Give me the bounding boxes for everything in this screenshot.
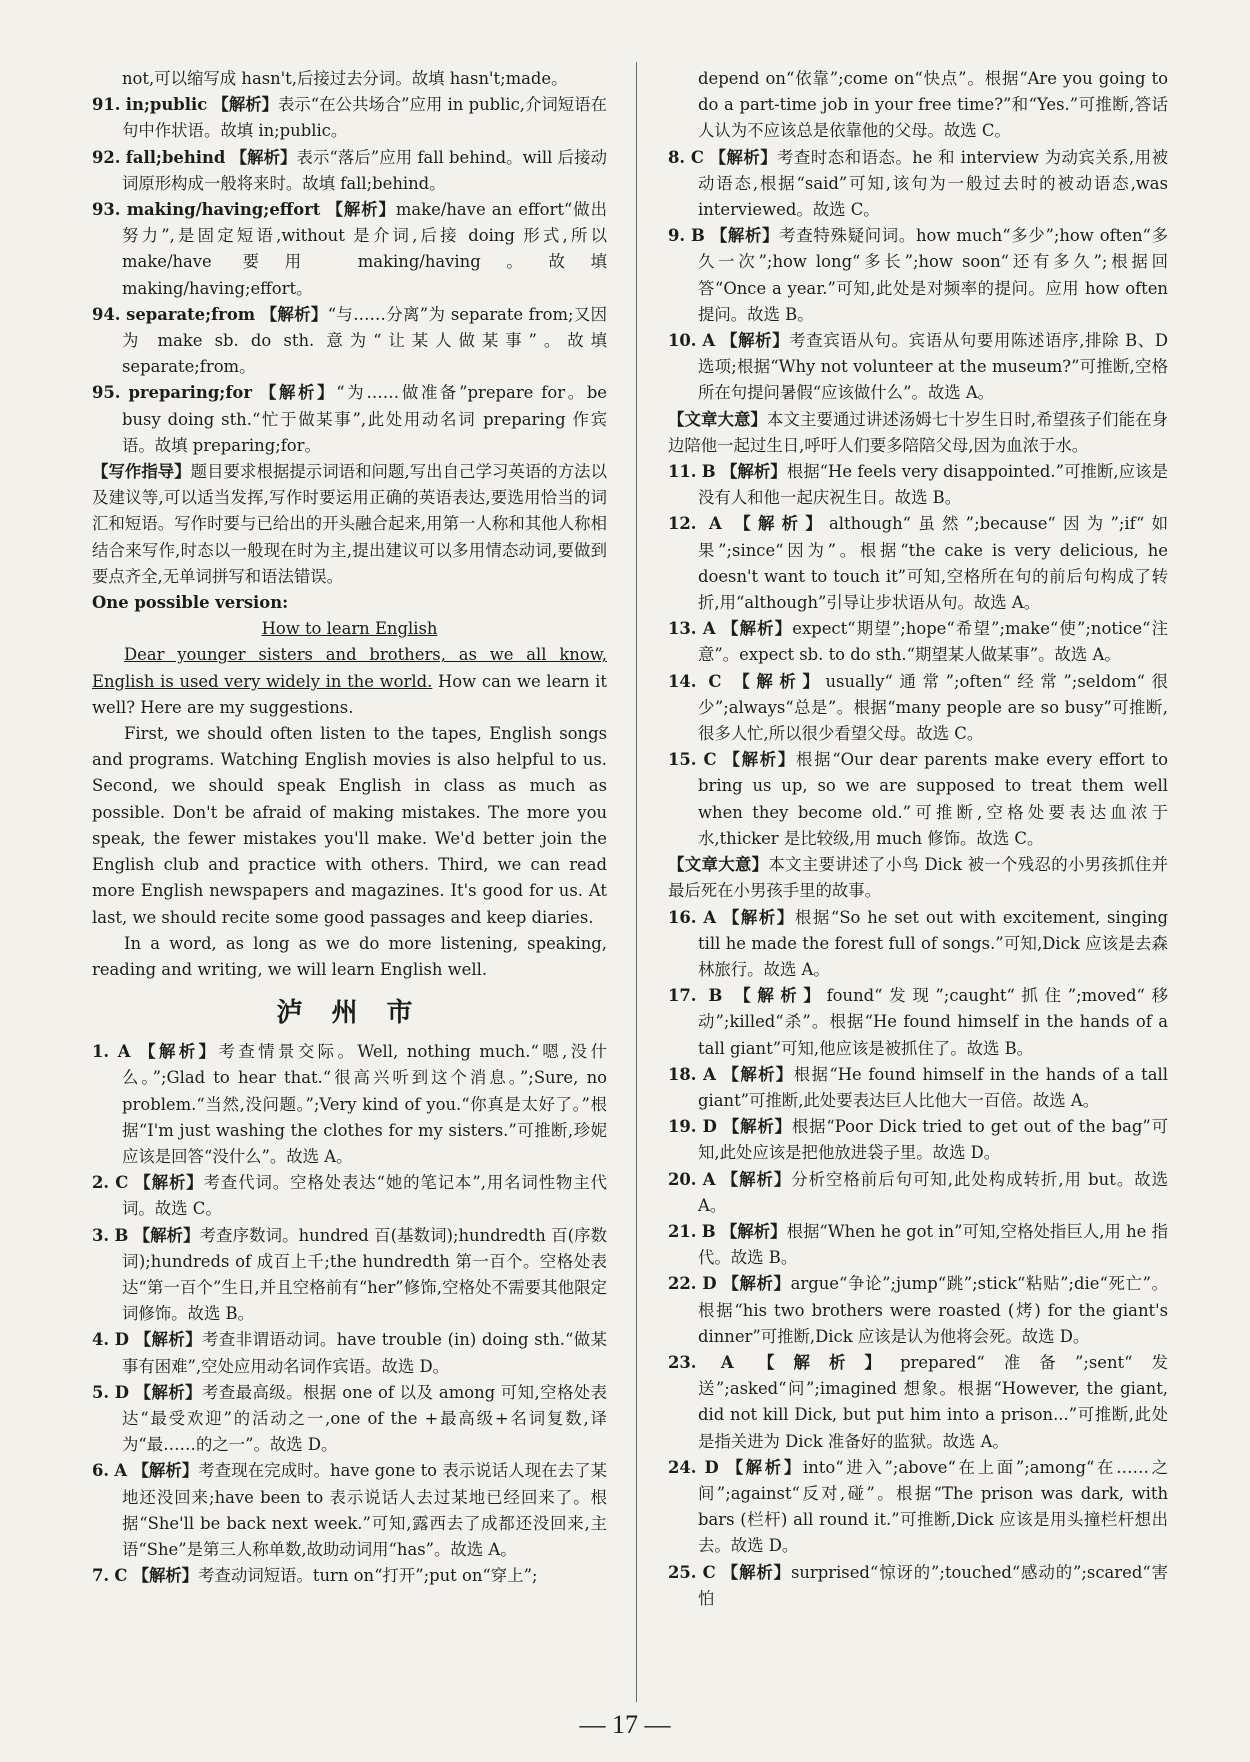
answer-choice: A [703,1064,716,1084]
analysis-text: expect“期望”;hope“希望”;make“使”;notice“注意”。expect sb. to do sth.“期望某人做某事”。故选 A。 [698,619,1169,665]
right-column [668,66,1168,1612]
right-answer-list-3 [668,905,1168,1612]
answer-number: 93. [92,200,121,220]
answer-item [668,1455,1168,1560]
analysis-tag: 【解析】 [709,147,778,167]
analysis-tag: 【解析】 [134,1382,202,1402]
analysis-text: 考查情景交际。Well, nothing much.“嗯,没什么。”;Glad to hear that.“很高兴听到这个消息。”;Sure, no problem.“当然,没问题。”;Very kind of you.“你真是太好了。”根据“I'm just washing the clothes for my sisters.”可推断,珍妮应该是回答“没什么”。故选 A。 [122,1042,607,1166]
answer-item [668,1114,1168,1166]
analysis-text: prepared“准备”;sent“发送”;asked“问”;imagined 想象。根据“However, the giant, did not kill Dick, but put him into a prison...”可推断,此处是指关进为 Dick 准备好的监狱。故选 A。 [698,1352,1169,1451]
analysis-tag: 【解析】 [132,1566,199,1586]
analysis-text: 根据“He found himself in the hands of a tall giant”可推断,此处要表达巨人比他大一百倍。故选 A。 [698,1064,1169,1110]
analysis-text: 根据“So he set out with excitement, singing till he made the forest full of songs.”可知,Dick 应该是去森林旅行。故选 A。 [698,907,1168,979]
continued-text: not,可以缩写成 hasn't,后接过去分词。故填 hasn't;made。 [122,69,568,88]
answer-number: 92. [92,147,121,167]
answer-choice: in;public [125,95,208,115]
answer-choice: D [114,1330,130,1350]
analysis-text: 考查非谓语动词。have trouble (in) doing sth.“做某事有困难”,空处应用动名词作宾语。故选 D。 [122,1330,608,1376]
answer-number: 9. [668,226,686,246]
summary-tag: 【文章大意】 [668,855,769,875]
answer-choice: C [708,671,722,691]
answer-number: 15. [668,750,697,770]
analysis-tag: 【解析】 [134,1173,204,1193]
analysis-tag: 【解析】 [720,1221,787,1241]
answer-number: 19. [668,1117,697,1137]
left-answer-list [92,92,607,459]
answer-choice: C [690,147,704,167]
answer-item [668,145,1168,224]
answer-number: 2. [92,1173,110,1193]
analysis-text: 考查时态和语态。he 和 interview 为动宾关系,用被动语态,根据“said”可知,该句为一般过去时的被动语态,was interviewed。故选 C。 [698,147,1169,220]
analysis-tag: 【解析】 [139,1042,219,1062]
analysis-tag: 【解析】 [722,907,795,927]
answer-number: 8. [668,147,686,167]
answer-choice: separate;from [126,304,256,324]
analysis-tag: 【解析】 [326,200,396,220]
analysis-text: surprised“惊讶的”;touched“感动的”;scared“害怕 [698,1562,1168,1608]
answer-choice: A [117,1042,131,1062]
summary-text: 本文主要通过讲述汤姆七十岁生日时,希望孩子们能在身边陪他一起过生日,呼吁人们要多陪陪父母,因为血浓于水。 [668,409,1169,455]
answer-number: 4. [92,1330,110,1350]
answer-item [92,1380,607,1459]
answer-choice: B [701,462,716,482]
answer-item [92,1458,607,1563]
answer-item [92,1327,607,1379]
answer-choice: C [702,1562,716,1582]
analysis-tag: 【解析】 [710,226,780,246]
analysis-tag: 【解析】 [757,1352,901,1372]
answer-choice: D [704,1457,719,1477]
analysis-text: 考查代词。空格处表达“她的笔记本”,用名词性物主代词。故选 C。 [122,1173,608,1219]
essay-paragraph-1 [92,642,607,721]
answer-choice: A [720,1352,734,1372]
answer-number: 22. [668,1274,697,1294]
writing-guide-text: 题目要求根据提示词语和问题,写出自己学习英语的方法以及建议等,可以适当发挥,写作时要运用正确的英语表达,要选用恰当的词汇和短语。写作时要与已给出的开头融合起来,用第一人称和其他人称相结合来写作,时态以一般现在时为主,提出建议可以多用情态动词,要做到要点齐全,无单词拼写和语法错误。 [92,462,607,586]
essay-paragraph-3: In a word, as long as we do more listening, speaking, reading and writing, we will learn English well. [92,933,607,979]
city-answer-list [92,1039,607,1589]
answer-choice: A [702,1169,716,1189]
column-divider [636,62,637,1702]
analysis-text: 考查动词短语。turn on“打开”;put on“穿上”; [198,1566,538,1586]
analysis-tag: 【解析】 [721,1562,791,1582]
page-number: — 17 — [579,1710,671,1739]
answer-number: 1. [92,1042,110,1062]
answer-choice: A [702,331,716,351]
answer-item [92,1223,607,1328]
analysis-text: argue“争论”;jump“跳”;stick“粘贴”;die“死亡”。根据“his two brothers were roasted (烤) for the giant's dinner”可推断,Dick 应该是认为他将会死。故选 D。 [698,1274,1169,1346]
answer-number: 7. [92,1566,110,1586]
analysis-text: into“进入”;above“在上面”;among“在……之间”;against“反对,碰”。根据“The prison was dark, with bars (栏杆) all round it.”可推断,Dick 应该是用头撞栏杆想出去。故选 D。 [698,1457,1168,1556]
answer-item [92,197,607,302]
right-answer-list-2 [668,459,1168,852]
essay-label: One possible version: [92,593,289,613]
answer-item [668,1560,1168,1612]
analysis-tag: 【解析】 [722,619,793,639]
writing-guide-tag: 【写作指导】 [92,462,191,482]
analysis-text: found“发现”;caught“抓住”;moved“移动”;killed“杀”。根据“He found himself in the hands of a tall giant”可知,他应该是被抓住了。故选 B。 [698,986,1168,1058]
answer-choice: B [114,1225,129,1245]
analysis-text: usually“通常”;often“经常”;seldom“很少”;always“总是”。根据“many people are so busy”可推断,很多人忙,所以很少看望父母。故选 C。 [698,671,1169,744]
answer-choice: A [702,619,716,639]
answer-number: 6. [92,1461,110,1481]
answer-number: 91. [92,95,121,115]
answer-number: 12. [668,514,697,534]
article-summary-1 [668,407,1168,459]
analysis-text: 考查最高级。根据 one of 以及 among 可知,空格处表达“最受欢迎”的活动之一,one of the +最高级+名词复数,译为“最……的之一”。故选 D。 [122,1382,607,1455]
analysis-text: 根据“Our dear parents make every effort to bring us up, so we are supposed to treat them well when they become old.”可推断,空格处要表达血浓于水,thicker 是比较级,用 much 修饰。故选 C。 [698,750,1169,848]
answer-number: 94. [92,304,121,324]
summary-tag: 【文章大意】 [668,409,767,429]
answer-number: 13. [668,619,697,639]
answer-choice: C [115,1173,129,1193]
answer-choice: A [114,1461,128,1481]
answer-item [92,1039,607,1170]
answer-item [668,1062,1168,1114]
analysis-text: “为……做准备”prepare for。be busy doing sth.“忙于做某事”,此处用动名词 preparing 作宾语。故填 preparing;for。 [122,383,608,455]
answer-choice: B [701,1221,716,1241]
article-summary-2 [668,852,1168,904]
answer-item [668,747,1168,852]
answer-item [92,1170,607,1222]
answer-item [668,1167,1168,1219]
analysis-text: 根据“Poor Dick tried to get out of the bag”可知,此处应该是把他放进袋子里。故选 D。 [698,1117,1168,1163]
writing-guide [92,459,607,590]
answer-number: 14. [668,671,697,691]
analysis-tag: 【解析】 [734,986,827,1006]
answer-item [668,1271,1168,1350]
analysis-text: 考查特殊疑问词。how much“多少”;how often“多久一次”;how long“多长”;how soon“还有多久”;根据回答“Once a year.”可知,此处是对频率的提问。应用 how often 提问。故选 B。 [698,226,1168,324]
essay-paragraph-2: First, we should often listen to the tapes, English songs and programs. Watching English movies is also helpful to us. Second, we should speak English in class as much as possible. Don't be afraid of making mistakes. The more you speak, the fewer mistakes you'll make. We'd better join the English club and practice with others. Third, we can read more English newspapers and magazines. It's good for us. At last, we should recite some good passages and keep diaries. [92,724,607,927]
answer-choice: A [709,514,722,534]
analysis-text: 表示“落后”应用 fall behind。will 后接动词原形构成一般将来时。故填 fall;behind。 [122,147,607,193]
analysis-text: 根据“He feels very disappointed.”可推断,应该是没有人和他一起庆祝生日。故选 B。 [698,462,1168,508]
answer-item [668,459,1168,511]
answer-choice: making/having;effort [126,200,321,220]
answer-item [92,302,607,381]
answer-item [92,92,607,144]
analysis-tag: 【解析】 [726,1457,803,1477]
summary-text: 本文主要讲述了小鸟 Dick 被一个残忍的小男孩抓住并最后死在小男孩手里的故事。 [668,855,1168,901]
analysis-tag: 【解析】 [723,750,796,770]
analysis-tag: 【解析】 [212,95,279,115]
analysis-tag: 【解析】 [132,1461,199,1481]
answer-item [92,380,607,459]
analysis-text: 考查宾语从句。宾语从句要用陈述语序,排除 B、D 选项;根据“Why not volunteer at the museum?”可推断,空格所在句提问暑假“应该做什么”。故选 A。 [698,331,1169,403]
analysis-text: 考查现在完成时。have gone to 表示说话人现在去了某地还没回来;have been to 表示说话人去过某地已经回来了。根据“She'll be back next week.”可知,露西去了成都还没回来,主语“She”是第三人称单数,故助动词用“has”。故选 A。 [122,1461,607,1559]
answer-number: 25. [668,1562,697,1582]
answer-number: 23. [668,1352,697,1372]
analysis-text: 根据“When he got in”可知,空格处指巨人,用 he 指代。故选 B。 [698,1221,1168,1268]
answer-choice: D [114,1382,129,1402]
city-heading: 泸 州 市 [276,998,423,1029]
analysis-tag: 【解析】 [260,304,328,324]
analysis-text: “与……分离”为 separate from;又因为 make sb. do sth. 意为“让某人做某事”。故填 separate;from。 [122,304,608,377]
answer-choice: preparing;for [128,383,252,403]
answer-number: 3. [92,1225,110,1245]
answer-number: 5. [92,1382,110,1402]
answer-number: 16. [668,907,697,927]
answer-choice: C [114,1566,128,1586]
analysis-tag: 【解析】 [259,383,337,403]
analysis-text: although“虽然”;because“因为”;if“如果”;since“因为”。根据“the cake is very delicious, he doesn't want to touch it”可知,空格所在句的前后句构成了转折,用“although”引导让步状语从句。故选 A。 [698,514,1169,613]
analysis-tag: 【解析】 [230,147,297,167]
answer-item [668,983,1168,1062]
answer-item [668,328,1168,407]
answer-item [668,511,1168,616]
answer-number: 10. [668,331,697,351]
answer-number: 21. [668,1221,697,1241]
analysis-text: 分析空格前后句可知,此处构成转折,用 but。故选 A。 [698,1169,1168,1215]
answer-number: 95. [92,383,121,403]
analysis-tag: 【解析】 [720,462,787,482]
answer-number: 24. [668,1457,697,1477]
answer-item [668,223,1168,328]
analysis-tag: 【解析】 [133,1225,200,1245]
answer-item [92,1563,607,1589]
analysis-text: 表示“在公共场合”应用 in public,介词短语在句中作状语。故填 in;public。 [122,95,607,141]
essay-underlined-opening: Dear younger sisters and brothers, as we all know, English is used very widely in the world. [92,645,607,691]
right-answer-list-1 [668,145,1168,407]
answer-choice: D [702,1117,717,1137]
analysis-tag: 【解析】 [734,514,830,534]
analysis-tag: 【解析】 [721,1169,792,1189]
answer-item [92,145,607,197]
essay-paragraph-1-rest: How can we learn it well? Here are my suggestions. [92,671,607,717]
analysis-tag: 【解析】 [721,331,790,351]
analysis-tag: 【解析】 [722,1117,792,1137]
answer-choice: C [703,750,717,770]
answer-item [668,1219,1168,1271]
answer-number: 11. [668,462,697,482]
continued-text-right: depend on“依靠”;come on“快点”。根据“Are you going to do a part-time job in your free time?”和“Yes.”可推断,答话人认为不应该总是依靠他的父母。故选 C。 [698,69,1168,141]
analysis-tag: 【解析】 [722,1274,791,1294]
analysis-tag: 【解析】 [134,1330,203,1350]
answer-number: 20. [668,1169,697,1189]
answer-number: 18. [668,1064,697,1084]
answer-choice: B [691,226,705,246]
answer-item [668,616,1168,668]
analysis-tag: 【解析】 [722,1064,794,1084]
left-column [92,66,607,1589]
analysis-text: make/have an effort“做出努力”,是固定短语,without 是介词,后接 doing 形式,所以 make/have 要用 making/having。故填 making/having;effort。 [122,200,607,298]
analysis-tag: 【解析】 [733,671,826,691]
answer-choice: A [703,907,717,927]
answer-item [668,669,1168,748]
essay-title: How to learn English [261,619,438,639]
answer-number: 17. [668,986,697,1006]
answer-choice: fall;behind [125,147,226,167]
answer-item [668,905,1168,984]
answer-choice: B [708,986,723,1006]
answer-item [668,1350,1168,1455]
analysis-text: 考查序数词。hundred 百(基数词);hundredth 百(序数词);hundreds of 成百上千;the hundredth 第一百个。空格处表达“第一百个”生日,并且空格前有“her”修饰,空格处不需要其他限定词修饰。故选 B。 [122,1225,608,1324]
answer-choice: D [702,1274,717,1294]
